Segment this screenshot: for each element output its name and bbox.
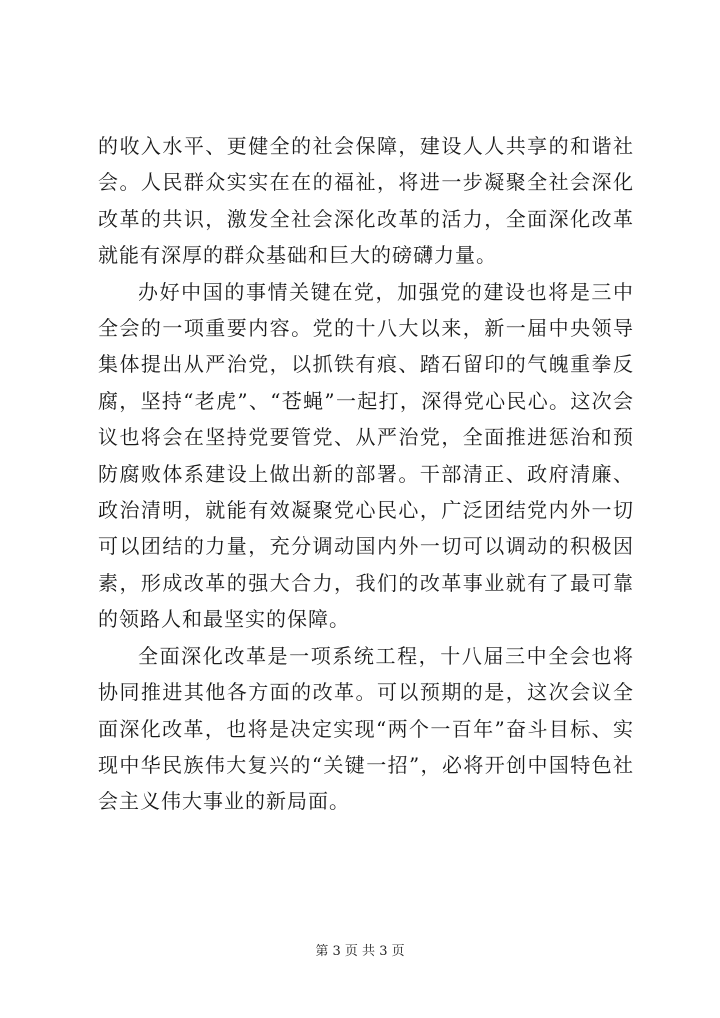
page-footer: 第 3 页 共 3 页 [315, 944, 405, 959]
paragraph-systematic-reform: 全面深化改革是一项系统工程，十八届三中全会也将协同推进其他各方面的改革。可以预期的是，这次会议全面深化改革，也将是决定实现“两个一百年”奋斗目标、实现中华民族伟大复兴的“关键一招”，必将开创中国特色社会主义伟大事业的新局面。 [98, 643, 634, 814]
document-body [98, 128, 634, 820]
paragraph-party-building: 办好中国的事情关键在党，加强党的建设也将是三中全会的一项重要内容。党的十八大以来，新一届中央领导集体提出从严治党，以抓铁有痕、踏石留印的气魄重拳反腐，坚持“老虎”、“苍蝇”一起打，深得党心民心。这次会议也将会在坚持党要管党、从严治党，全面推进惩治和预防腐败体系建设上做出新的部署。干部清正、政府清廉、政治清明，就能有效凝聚党心民心，广泛团结党内外一切可以团结的力量，充分调动国内外一切可以调动的积极因素，形成改革的强大合力，我们的改革事业就有了最可靠的领路人和最坚实的保障。 [98, 279, 634, 632]
paragraph-continued: 的收入水平、更健全的社会保障，建设人人共享的和谐社会。人民群众实实在在的福祉，将进一步凝聚全社会深化改革的共识，激发全社会深化改革的活力，全面深化改革就能有深厚的群众基础和巨大的磅礴力量。 [98, 134, 634, 268]
